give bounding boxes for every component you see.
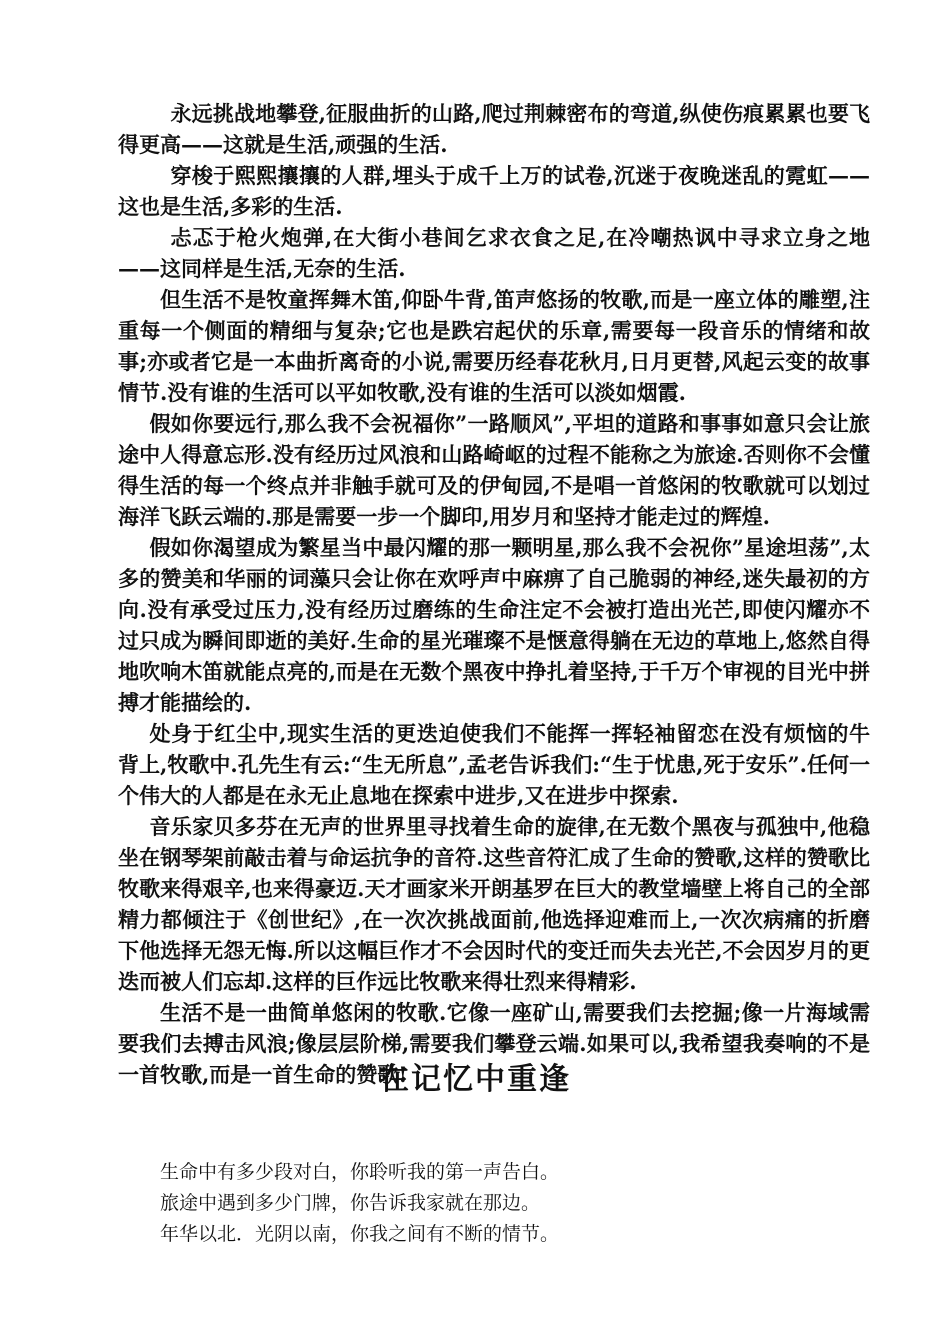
poem-title: 在记忆中重逢 (379, 1062, 571, 1097)
essay-paragraph: 音乐家贝多芬在无声的世界里寻找着生命的旋律,在无数个黑夜与孤独中,他稳坐在钢琴架前敲击着与命运抗争的音符.这些音符汇成了生命的赞歌,这样的赞歌比牧歌来得艰辛,也来得豪迈.天才画家米开朗基罗在巨大的教堂墙壁上将自己的全部精力都倾注于《创世纪》,在一次次挑战面前,他选择迎难而上,一次次病痛的折磨下他选择无怨无悔.所以这幅巨作才不会因时代的变迁而失去光芒,不会因岁月的更迭而被人们忘却.这样的巨作远比牧歌来得壮烈来得精彩. (118, 814, 870, 994)
essay-paragraph: 永远挑战地攀登,征服曲折的山路,爬过荆棘密布的弯道,纵使伤痕累累也要飞得更高——这就是生活,顽强的生活. (118, 101, 870, 157)
essay-paragraph: 生活不是一曲简单悠闲的牧歌.它像一座矿山,需要我们去挖掘;像一片海域需要我们去搏击风浪;像层层阶梯,需要我们攀登云端.如果可以,我希望我奏响的不是一首牧歌,而是一首生命的赞歌! (118, 1000, 870, 1087)
poem-body (160, 1157, 860, 1250)
essay-body (118, 98, 870, 1090)
poem-line: 生命中有多少段对白，你聆听我的第一声告白。 (160, 1161, 560, 1183)
essay-paragraph: 假如你要远行,那么我不会祝福你”一路顺风”,平坦的道路和事事如意只会让旅途中人得意忘形.没有经历过风浪和山路崎岖的过程不能称之为旅途.否则你不会懂得生活的每一个终点并非触手就可及的伊甸园,不是唱一首悠闲的牧歌就可以划过海洋飞跃云端的.那是需要一步一个脚印,用岁月和坚持才能走过的辉煌. (118, 411, 870, 529)
essay-paragraph: 但生活不是牧童挥舞木笛,仰卧牛背,笛声悠扬的牧歌,而是一座立体的雕塑,注重每一个侧面的精细与复杂;它也是跌宕起伏的乐章,需要每一段音乐的情绪和故事;亦或者它是一本曲折离奇的小说,需要历经春花秋月,日月更替,风起云变的故事情节.没有谁的生活可以平如牧歌,没有谁的生活可以淡如烟霞. (118, 287, 870, 405)
poem-line: 旅途中遇到多少门牌，你告诉我家就在那边。 (160, 1192, 541, 1214)
essay-paragraph: 假如你渴望成为繁星当中最闪耀的那一颗明星,那么我不会祝你”星途坦荡”,太多的赞美和华丽的词藻只会让你在欢呼声中麻痹了自己脆弱的神经,迷失最初的方向.没有承受过压力,没有经历过磨练的生命注定不会被打造出光芒,即使闪耀亦不过只成为瞬间即逝的美好.生命的星光璀璨不是惬意得躺在无边的草地上,悠然自得地吹响木笛就能点亮的,而是在无数个黑夜中挣扎着坚持,于千万个审视的目光中拼搏才能描绘的. (118, 535, 870, 715)
essay-paragraph: 处身于红尘中,现实生活的更迭迫使我们不能挥一挥轻袖留恋在没有烦恼的牛背上,牧歌中.孔先生有云:“生无所息”,孟老告诉我们:“生于忧患,死于安乐”.任何一个伟大的人都是在永无止息地在探索中进步,又在进步中探索. (118, 721, 870, 808)
essay-paragraph: 忐忑于枪火炮弹,在大街小巷间乞求衣食之足,在冷嘲热讽中寻求立身之地——这同样是生活,无奈的生活. (118, 225, 870, 281)
essay-paragraph: 穿梭于熙熙攘攘的人群,埋头于成千上万的试卷,沉迷于夜晚迷乱的霓虹——这也是生活,多彩的生活. (118, 163, 870, 219)
poem-line: 年华以北．光阴以南，你我之间有不断的情节。 (160, 1223, 560, 1245)
